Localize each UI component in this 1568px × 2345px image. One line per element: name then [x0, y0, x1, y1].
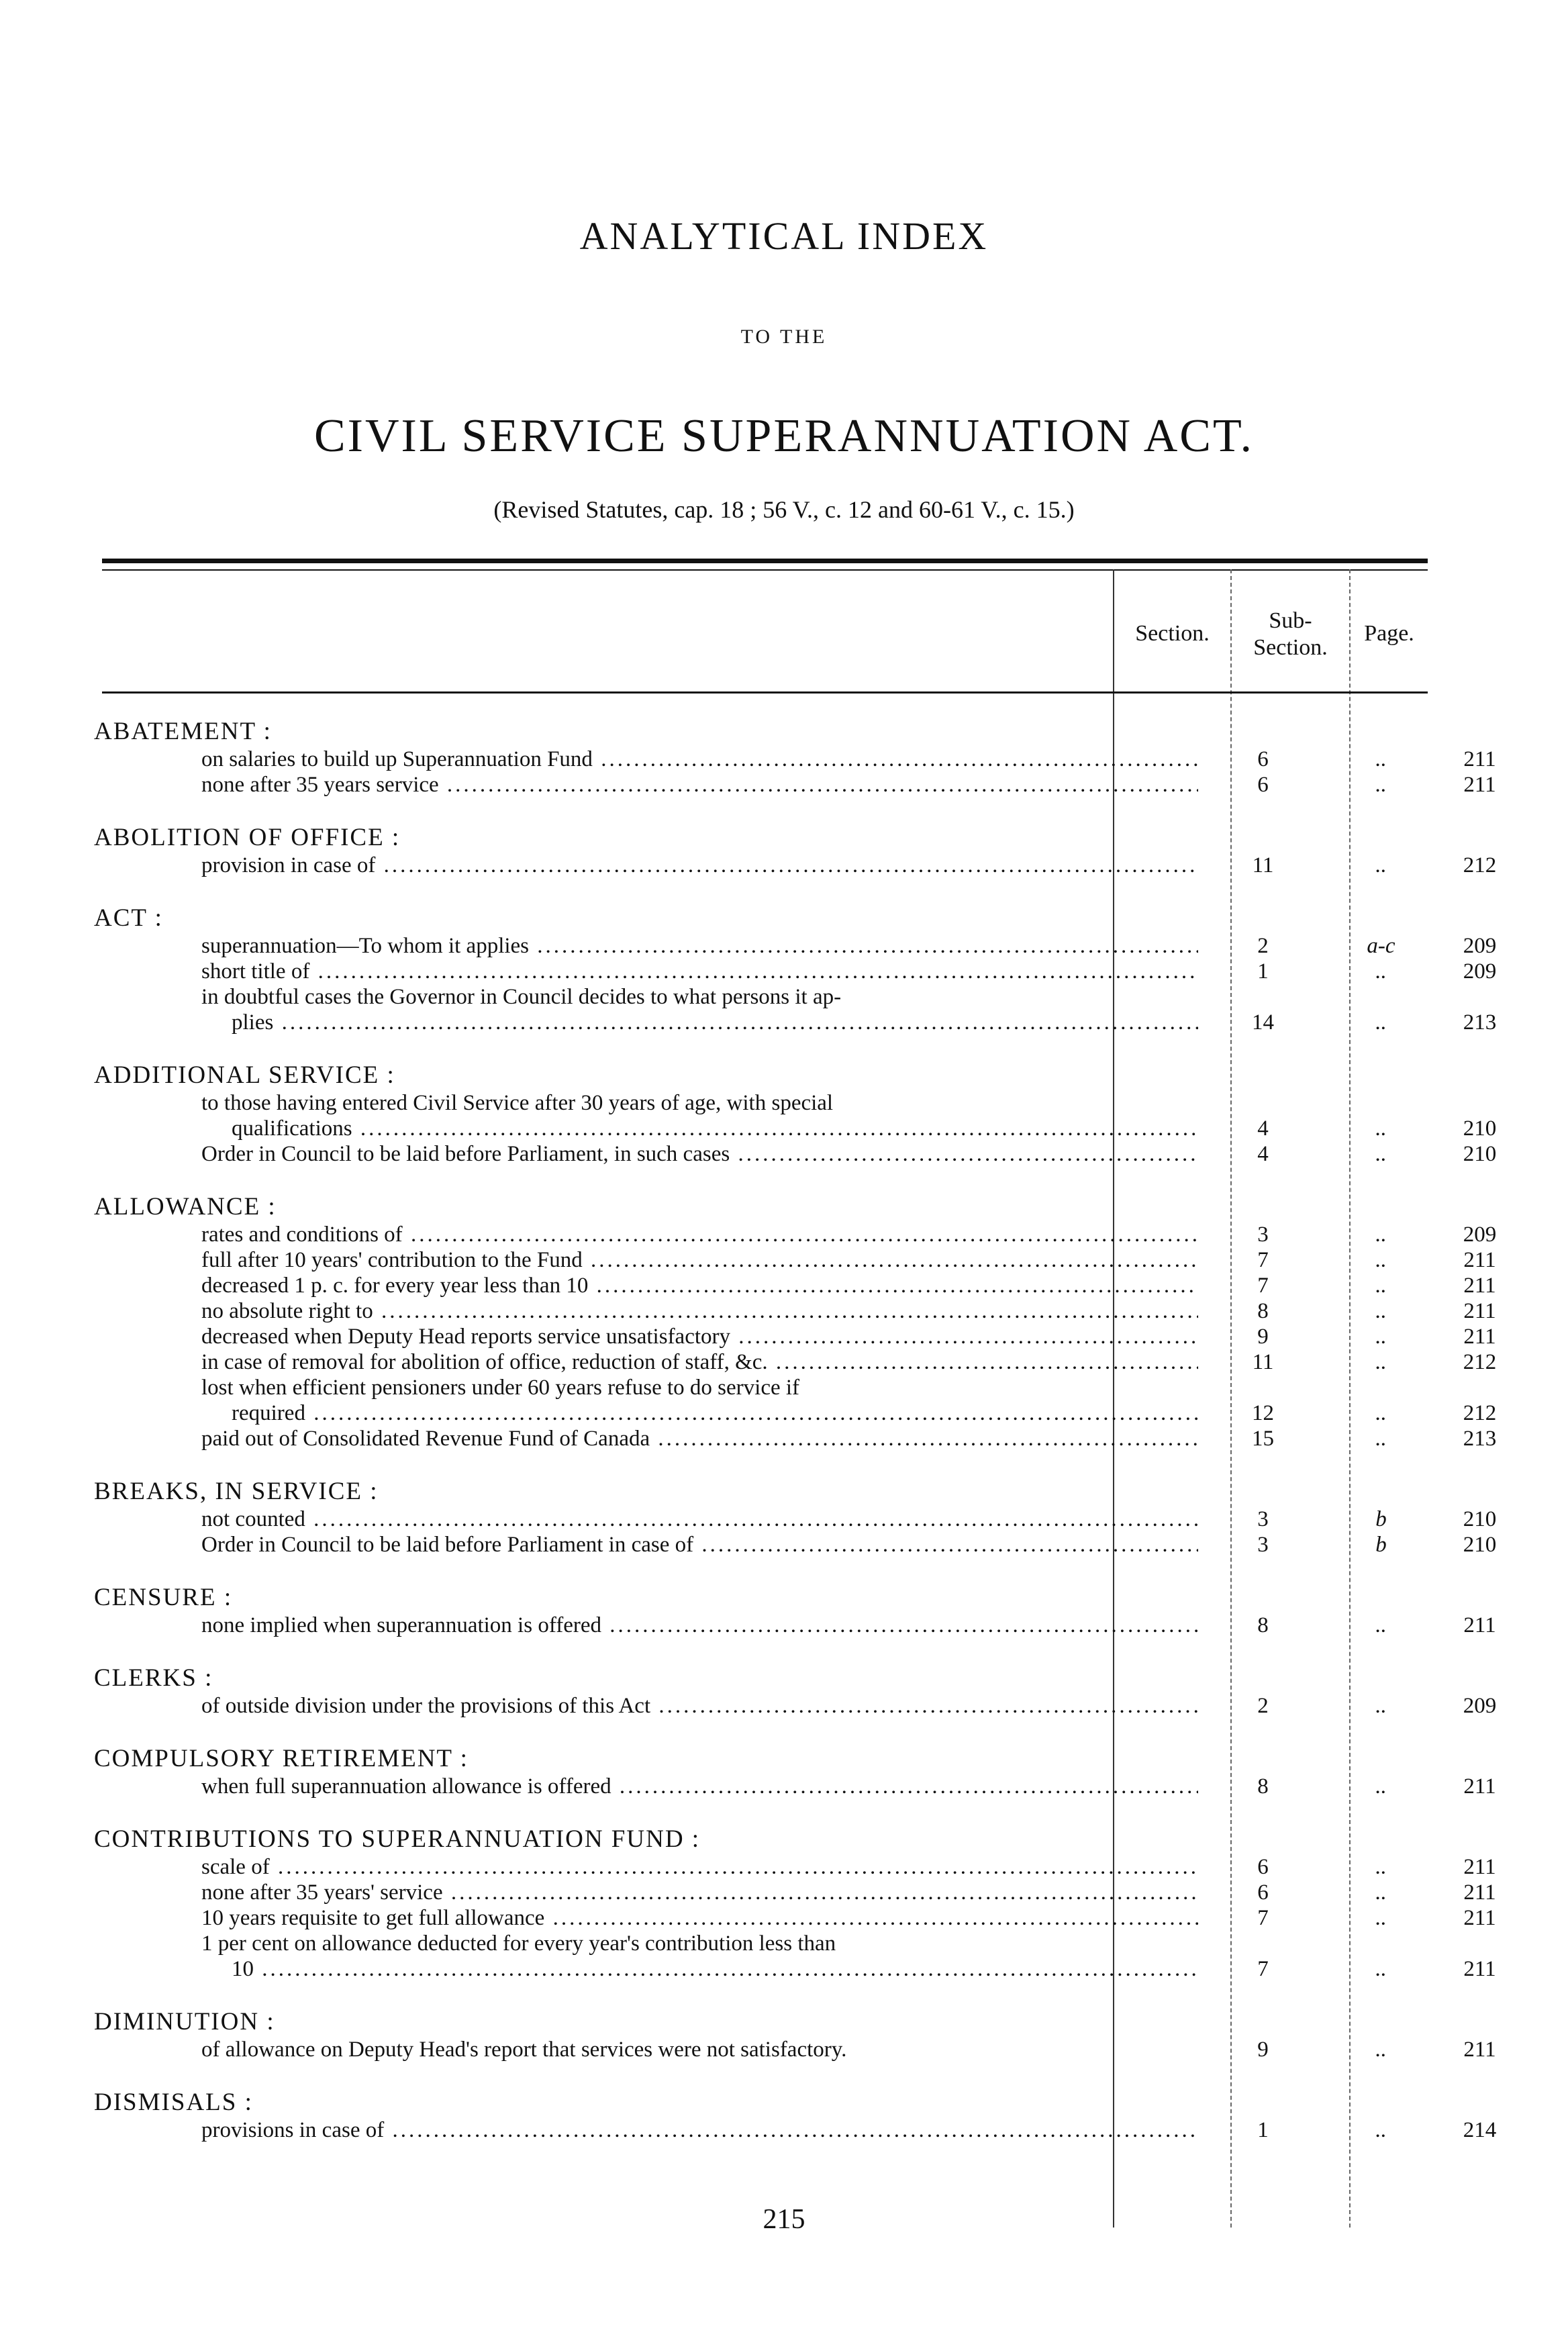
page-reference: 211	[1463, 1325, 1496, 1349]
entry-text: plies .....	[232, 1010, 1198, 1035]
entry-row	[91, 1693, 1497, 1719]
column-header-rule	[102, 691, 1428, 693]
subsection-value: ..	[1375, 1223, 1387, 1247]
index-entry	[91, 1744, 1496, 1799]
entry-row	[91, 853, 1497, 878]
entry-text: not counted .....	[201, 1506, 1198, 1532]
entry-row	[91, 747, 1496, 772]
column-header-section: Section.	[1135, 621, 1210, 646]
index-entry	[91, 1825, 1496, 1982]
header-rule-thin	[102, 569, 1428, 571]
entry-row	[91, 2037, 1496, 2062]
section-number: 6	[1257, 1880, 1269, 1905]
page-reference: 211	[1463, 1906, 1496, 1930]
section-number: 6	[1257, 747, 1269, 771]
entry-text: none after 35 years service .....	[201, 772, 1198, 798]
entry-text: decreased 1 p. c. for every year less than 10 .....	[201, 1273, 1198, 1298]
entry-row	[91, 772, 1496, 798]
section-number: 7	[1257, 1957, 1269, 1981]
entry-row	[91, 1324, 1496, 1349]
section-number: 7	[1257, 1248, 1269, 1272]
page-reference: 211	[1463, 1855, 1496, 1879]
entry-text: full after 10 years' contribution to the Fund .....	[201, 1247, 1198, 1273]
subsection-value: ..	[1375, 1116, 1387, 1141]
subsection-value: ..	[1375, 1010, 1387, 1035]
page-number: 215	[763, 2204, 805, 2235]
subsection-value: b	[1375, 1533, 1387, 1557]
index-entry	[91, 1583, 1496, 1638]
section-number: 4	[1257, 1142, 1269, 1166]
entry-text: in case of removal for abolition of office, reduction of staff, &c. .....	[201, 1349, 1198, 1375]
page-reference: 209	[1463, 1223, 1497, 1247]
index-entry	[91, 904, 1497, 1035]
page-reference: 213	[1463, 1010, 1497, 1035]
column-header-subsection-line1: Sub-	[1269, 608, 1312, 633]
subsection-value: ..	[1375, 2118, 1387, 2142]
entry-row	[91, 1010, 1497, 1035]
subsection-value: ..	[1375, 1880, 1387, 1905]
page-reference: 214	[1463, 2118, 1497, 2142]
index-entry	[91, 1664, 1497, 1719]
page-reference: 209	[1463, 934, 1497, 958]
entry-row	[91, 1298, 1496, 1324]
page-reference: 209	[1463, 959, 1497, 984]
entry-text: to those having entered Civil Service after 30 years of age, with special	[201, 1091, 834, 1115]
column-header-subsection-line2: Section.	[1253, 635, 1328, 660]
entry-text: provisions in case of .....	[201, 2117, 1198, 2143]
revised-statutes-reference: (Revised Statutes, cap. 18 ; 56 V., c. 12 and 60-61 V., c. 15.)	[493, 496, 1075, 523]
entry-row	[91, 1774, 1496, 1799]
section-number: 14	[1252, 1010, 1274, 1035]
entry-row	[91, 1532, 1497, 1558]
page-reference: 212	[1463, 853, 1497, 877]
page-reference: 211	[1463, 1299, 1496, 1323]
entry-row	[91, 1613, 1496, 1638]
subsection-value: b	[1375, 1507, 1387, 1531]
entry-text: 10 years requisite to get full allowance .....	[201, 1905, 1198, 1931]
section-number: 6	[1257, 773, 1269, 797]
entry-heading: ABOLITION OF OFFICE :	[94, 824, 401, 851]
section-number: 6	[1257, 1855, 1269, 1879]
page-reference: 211	[1463, 1957, 1496, 1981]
entry-text: none after 35 years' service .....	[201, 1880, 1198, 1905]
index-entry	[91, 1477, 1497, 1558]
subsection-value: ..	[1375, 959, 1387, 984]
entry-row	[91, 1349, 1497, 1375]
entry-text: 1 per cent on allowance deducted for every year's contribution less than	[201, 1931, 836, 1956]
section-number: 8	[1257, 1613, 1269, 1637]
subsection-value: ..	[1375, 1142, 1387, 1166]
entry-row	[91, 1854, 1496, 1880]
section-number: 9	[1257, 1325, 1269, 1349]
entry-text: short title of .....	[201, 959, 1198, 984]
section-number: 7	[1257, 1274, 1269, 1298]
page-reference: 211	[1463, 1613, 1496, 1637]
column-header-subsection	[1232, 608, 1349, 661]
page-reference: 212	[1463, 1401, 1497, 1425]
index-entry	[91, 1061, 1497, 1167]
section-number: 7	[1257, 1906, 1269, 1930]
entry-heading: ACT :	[94, 904, 163, 932]
section-number: 4	[1257, 1116, 1269, 1141]
entry-row	[91, 1141, 1497, 1167]
entry-heading: ALLOWANCE :	[94, 1193, 277, 1221]
section-number: 2	[1257, 934, 1269, 958]
subsection-value: ..	[1375, 1613, 1387, 1637]
entry-row	[91, 933, 1497, 959]
entry-text: in doubtful cases the Governor in Council decides to what persons it ap-	[201, 985, 842, 1009]
section-number: 2	[1257, 1694, 1269, 1718]
entry-text: 10 .....	[232, 1956, 1198, 1982]
entry-text: paid out of Consolidated Revenue Fund of Canada .....	[201, 1426, 1198, 1451]
index-subtitle-to: TO THE	[740, 326, 828, 348]
section-number: 8	[1257, 1299, 1269, 1323]
subsection-value: ..	[1375, 1274, 1387, 1298]
index-entry	[91, 823, 1497, 878]
section-number: 3	[1257, 1223, 1269, 1247]
page-reference: 210	[1463, 1116, 1497, 1141]
subsection-value: ..	[1375, 1350, 1387, 1374]
page-reference: 211	[1463, 1880, 1496, 1905]
page-reference: 212	[1463, 1350, 1497, 1374]
section-number: 1	[1257, 2118, 1269, 2142]
entry-row	[91, 1956, 1496, 1982]
entry-heading: ADDITIONAL SERVICE :	[94, 1061, 395, 1089]
section-number: 3	[1257, 1533, 1269, 1557]
header-rule-thick	[102, 559, 1428, 563]
entry-row	[91, 1375, 1433, 1400]
entry-heading: BREAKS, IN SERVICE :	[94, 1478, 379, 1505]
entry-heading: CONTRIBUTIONS TO SUPERANNUATION FUND :	[94, 1825, 701, 1853]
section-number: 1	[1257, 959, 1269, 984]
entry-text: of allowance on Deputy Head's report that services were not satisfactory.	[201, 2038, 847, 2062]
entry-text: required .....	[232, 1400, 1198, 1426]
entry-row	[91, 1426, 1497, 1451]
page-reference: 211	[1463, 747, 1496, 771]
entry-row	[91, 1222, 1497, 1247]
entry-heading: CLERKS :	[94, 1664, 213, 1692]
column-header-page: Page.	[1364, 621, 1414, 646]
section-number: 11	[1252, 853, 1274, 877]
subsection-value: ..	[1375, 2038, 1387, 2062]
subsection-value: ..	[1375, 1427, 1387, 1451]
page-reference: 211	[1463, 1774, 1496, 1799]
entry-row	[91, 1400, 1497, 1426]
subsection-value: ..	[1375, 1299, 1387, 1323]
page-reference: 209	[1463, 1694, 1497, 1718]
page-reference: 211	[1463, 2038, 1496, 2062]
entry-text: lost when efficient pensioners under 60 years refuse to do service if	[201, 1376, 800, 1400]
section-number: 3	[1257, 1507, 1269, 1531]
subsection-value: ..	[1375, 773, 1387, 797]
entry-text: decreased when Deputy Head reports service unsatisfactory .....	[201, 1324, 1198, 1349]
entry-text: rates and conditions of .....	[201, 1222, 1198, 1247]
subsection-value: ..	[1375, 747, 1387, 771]
subsection-value: ..	[1375, 1248, 1387, 1272]
page-reference: 213	[1463, 1427, 1497, 1451]
index-entry	[91, 1192, 1497, 1451]
entry-text: qualifications .....	[232, 1116, 1198, 1141]
section-number: 11	[1252, 1350, 1274, 1374]
page-reference: 210	[1463, 1142, 1497, 1166]
subsection-value: ..	[1375, 1957, 1387, 1981]
section-number: 15	[1252, 1427, 1274, 1451]
entry-row	[91, 984, 1433, 1010]
entry-text: none implied when superannuation is offered .....	[201, 1613, 1198, 1638]
subsection-value: ..	[1375, 853, 1387, 877]
entry-text: when full superannuation allowance is offered .....	[201, 1774, 1198, 1799]
entry-text: Order in Council to be laid before Parliament in case of .....	[201, 1532, 1198, 1558]
entry-text: of outside division under the provisions of this Act .....	[201, 1693, 1198, 1719]
entry-row	[91, 1931, 1433, 1956]
index-entry	[91, 2088, 1497, 2143]
subsection-value: ..	[1375, 1774, 1387, 1799]
entry-text: scale of .....	[201, 1854, 1198, 1880]
page-reference: 210	[1463, 1533, 1497, 1557]
page-reference: 211	[1463, 1274, 1496, 1298]
subsection-value: a-c	[1367, 934, 1395, 958]
section-number: 12	[1252, 1401, 1274, 1425]
entry-row	[91, 1905, 1496, 1931]
subsection-value: ..	[1375, 1855, 1387, 1879]
entry-heading: CENSURE :	[94, 1584, 233, 1611]
entry-row	[91, 1116, 1497, 1141]
index-title: ANALYTICAL INDEX	[579, 214, 989, 258]
entry-row	[91, 1880, 1496, 1905]
entry-row	[91, 1247, 1496, 1273]
entry-text: superannuation—To whom it applies .....	[201, 933, 1198, 959]
act-title: CIVIL SERVICE SUPERANNUATION ACT.	[313, 410, 1255, 462]
index-entry	[91, 717, 1496, 798]
entry-heading: DIMINUTION :	[94, 2008, 275, 2036]
entry-text: on salaries to build up Superannuation Fund .....	[201, 747, 1198, 772]
page-reference: 211	[1463, 773, 1496, 797]
entry-text: Order in Council to be laid before Parliament, in such cases .....	[201, 1141, 1198, 1167]
entry-heading: COMPULSORY RETIREMENT :	[94, 1745, 469, 1772]
entry-heading: ABATEMENT :	[94, 718, 272, 745]
page-reference: 211	[1463, 1248, 1496, 1272]
entry-row	[91, 1090, 1433, 1116]
entry-row	[91, 1506, 1497, 1532]
entry-row	[91, 1273, 1496, 1298]
index-entries	[91, 717, 1497, 2168]
subsection-value: ..	[1375, 1694, 1387, 1718]
subsection-value: ..	[1375, 1401, 1387, 1425]
index-entry	[91, 2007, 1496, 2062]
section-number: 8	[1257, 1774, 1269, 1799]
entry-text: provision in case of .....	[201, 853, 1198, 878]
page-reference: 210	[1463, 1507, 1497, 1531]
subsection-value: ..	[1375, 1906, 1387, 1930]
subsection-value: ..	[1375, 1325, 1387, 1349]
entry-heading: DISMISALS :	[94, 2089, 253, 2116]
entry-text: no absolute right to .....	[201, 1298, 1198, 1324]
entry-row	[91, 2117, 1497, 2143]
section-number: 9	[1257, 2038, 1269, 2062]
entry-row	[91, 959, 1497, 984]
